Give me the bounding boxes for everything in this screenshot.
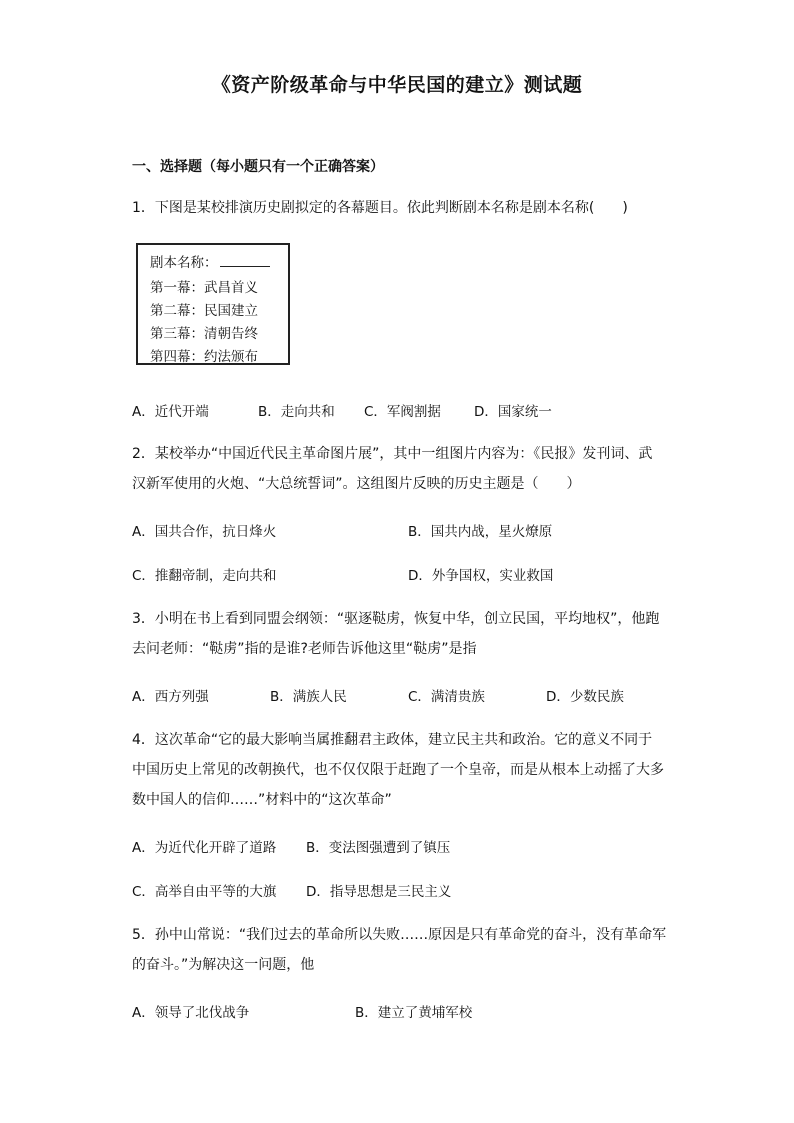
q1-option-c: C．军阀割据 <box>364 404 441 420</box>
question-3-line-2: 去问老师：“鞑虏”指的是谁?老师告诉他这里“鞑虏”是指 <box>132 641 477 657</box>
q4-option-a: A．为近代化开辟了道路 <box>132 840 277 856</box>
question-5-line-1: 5．孙中山常说：“我们过去的革命所以失败……原因是只有革命党的奋斗，没有革命军 <box>132 927 667 943</box>
figure-name-label: 剧本名称： <box>150 255 218 271</box>
question-2-line-2: 汉新军使用的火炮、“大总统誓词”。这组图片反映的历史主题是（ ） <box>132 476 581 492</box>
figure-blank-line <box>220 254 270 267</box>
q3-option-d: D．少数民族 <box>546 689 624 705</box>
question-2-line-1: 2．某校举办“中国近代民主革命图片展”，其中一组图片内容为：《民报》发刊词、武 <box>132 446 653 462</box>
q2-option-a: A．国共合作，抗日烽火 <box>132 524 277 540</box>
question-4-line-2: 中国历史上常见的改朝换代，也不仅仅限于赶跑了一个皇帝，而是从根本上动摇了大多 <box>132 762 664 778</box>
question-1-stem: 1．下图是某校排演历史剧拟定的各幕题目。依此判断剧本名称是剧本名称( ) <box>132 200 628 216</box>
figure-act-3: 第三幕：清朝告终 <box>150 326 258 342</box>
figure-name-row <box>150 251 270 271</box>
q3-option-a: A．西方列强 <box>132 689 209 705</box>
q5-option-b: B．建立了黄埔军校 <box>355 1005 473 1021</box>
q4-option-b: B．变法图强遭到了镇压 <box>306 840 451 856</box>
q1-option-b: B．走向共和 <box>258 404 335 420</box>
figure-act-2: 第二幕：民国建立 <box>150 303 258 319</box>
q1-option-d: D．国家统一 <box>474 404 552 420</box>
figure-act-4: 第四幕：约法颁布 <box>150 349 258 365</box>
q4-option-d: D．指导思想是三民主义 <box>306 884 452 900</box>
q3-option-c: C．满清贵族 <box>408 689 485 705</box>
q2-option-b: B．国共内战，星火燎原 <box>408 524 553 540</box>
question-4-line-3: 数中国人的信仰……”材料中的“这次革命” <box>132 792 392 808</box>
question-4-line-1: 4．这次革命“它的最大影响当属推翻君主政体，建立民主共和政治。它的意义不同于 <box>132 732 653 748</box>
script-title-figure <box>136 243 290 365</box>
q2-option-d: D．外争国权，实业救国 <box>408 568 554 584</box>
question-5-line-2: 的奋斗。”为解决这一问题，他 <box>132 957 315 973</box>
page-title: 《资产阶级革命与中华民国的建立》测试题 <box>211 74 583 96</box>
q1-option-a: A．近代开端 <box>132 404 209 420</box>
q2-option-c: C．推翻帝制，走向共和 <box>132 568 277 584</box>
section-heading: 一、选择题（每小题只有一个正确答案） <box>132 159 384 175</box>
q4-option-c: C．高举自由平等的大旗 <box>132 884 277 900</box>
q3-option-b: B．满族人民 <box>270 689 347 705</box>
figure-act-1: 第一幕：武昌首义 <box>150 280 258 296</box>
question-3-line-1: 3．小明在书上看到同盟会纲领：“驱逐鞑虏，恢复中华，创立民国，平均地权”，他跑 <box>132 611 660 627</box>
q5-option-a: A．领导了北伐战争 <box>132 1005 250 1021</box>
